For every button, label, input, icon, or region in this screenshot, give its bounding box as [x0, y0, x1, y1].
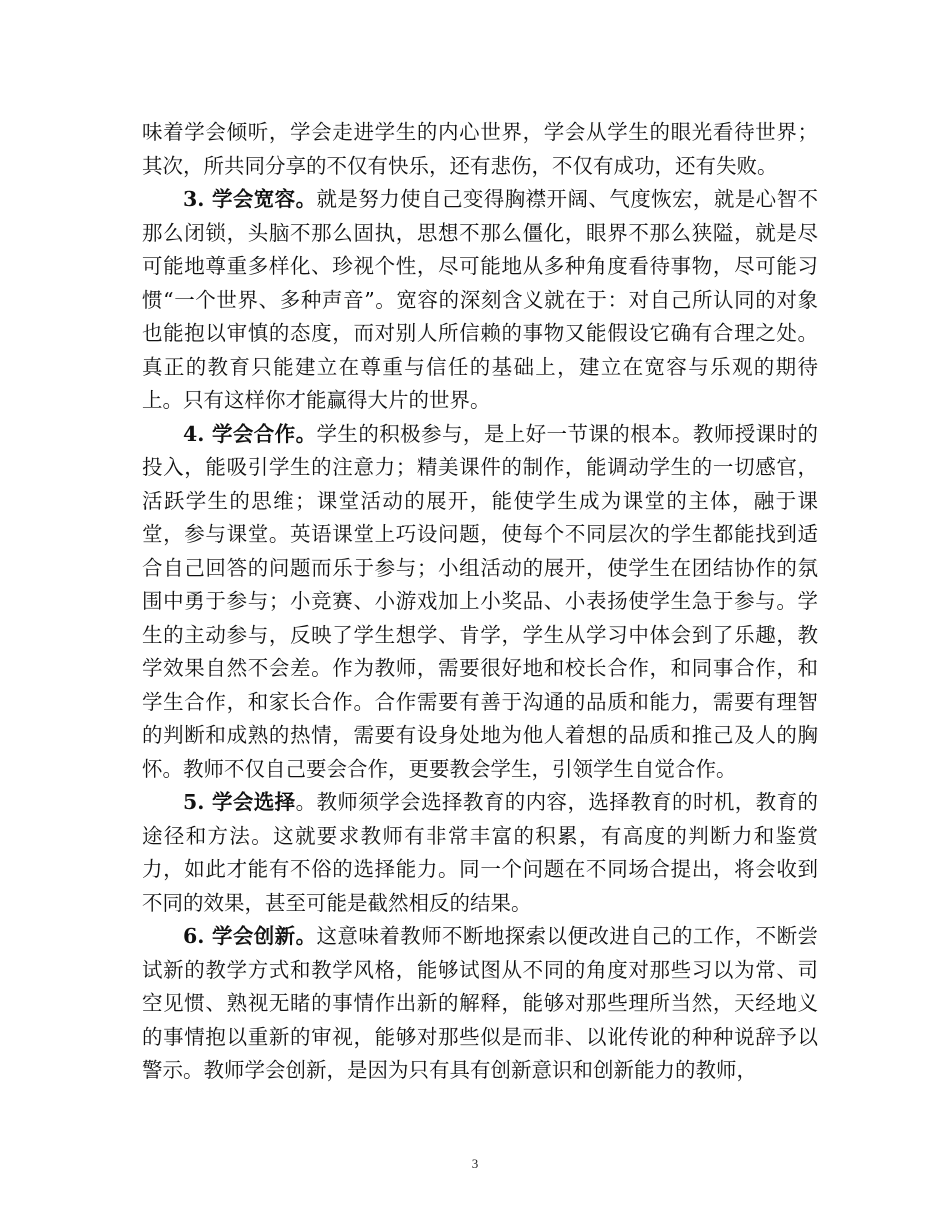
paragraph-innovation — [142, 920, 818, 1088]
paragraph-continuation — [142, 116, 818, 183]
section-heading-choice: 5. 学会选择 — [183, 790, 296, 814]
paragraph-text: 这意味着教师不断地探索以便改进自己的工作，不断尝试新的教学方式和教学风格，能够试图从不同的角度对那些习以为常、司空见惯、熟视无睹的事情作出新的解释，能够对那些理所当然，天经地义的事情抱以重新的审视，能够对那些似是而非、以讹传讹的种种说辞予以警示。教师学会创新，是因为只有具有创新意识和创新能力的教师， — [142, 924, 818, 1082]
paragraph-cooperation — [142, 418, 818, 787]
paragraph-choice — [142, 786, 818, 920]
section-heading-tolerance: 3. 学会宽容。 — [183, 187, 317, 211]
paragraph-tolerance — [142, 183, 818, 418]
paragraph-text: 就是努力使自己变得胸襟开阔、气度恢宏，就是心智不那么闭锁，头脑不那么固执，思想不那么僵化，眼界不那么狭隘，就是尽可能地尊重多样化、珍视个性，尽可能地从多种角度看待事物，尽可能习惯“一个世界、多种声音”。宽容的深刻含义就在于：对自己所认同的对象也能抱以审慎的态度，而对别人所信赖的事物又能假设它确有合理之处。真正的教育只能建立在尊重与信任的基础上，建立在宽容与乐观的期待上。只有这样你才能赢得大片的世界。 — [142, 187, 818, 412]
paragraph-text: 学生的积极参与，是上好一节课的根本。教师授课时的投入，能吸引学生的注意力；精美课件的制作，能调动学生的一切感官，活跃学生的思维；课堂活动的展开，能使学生成为课堂的主体，融于课堂，参与课堂。英语课堂上巧设问题，使每个不同层次的学生都能找到适合自己回答的问题而乐于参与；小组活动的展开，使学生在团结协作的氛围中勇于参与；小竞赛、小游戏加上小奖品、小表扬使学生急于参与。学生的主动参与，反映了学生想学、肯学，学生从学习中体会到了乐趣，教学效果自然不会差。作为教师，需要很好地和校长合作，和同事合作，和学生合作，和家长合作。合作需要有善于沟通的品质和能力，需要有理智的判断和成熟的热情，需要有设身处地为他人着想的品质和推己及人的胸怀。教师不仅自己要会合作，更要教会学生，引领学生自觉合作。 — [142, 421, 818, 781]
paragraph-text: 。教师须学会选择教育的内容，选择教育的时机，教育的途径和方法。这就要求教师有非常丰富的积累，有高度的判断力和鉴赏力，如此才能有不俗的选择能力。同一个问题在不同场合提出，将会收到不同的效果，甚至可能是截然相反的结果。 — [142, 790, 819, 915]
paragraph-text: 味着学会倾听，学会走进学生的内心世界，学会从学生的眼光看待世界；其次，所共同分享的不仅有快乐，还有悲伤，不仅有成功，还有失败。 — [142, 120, 818, 178]
section-heading-cooperation: 4. 学会合作。 — [183, 421, 317, 446]
page-number: 3 — [471, 1156, 479, 1171]
body-text — [142, 116, 818, 1088]
section-heading-innovation: 6. 学会创新。 — [183, 924, 317, 948]
